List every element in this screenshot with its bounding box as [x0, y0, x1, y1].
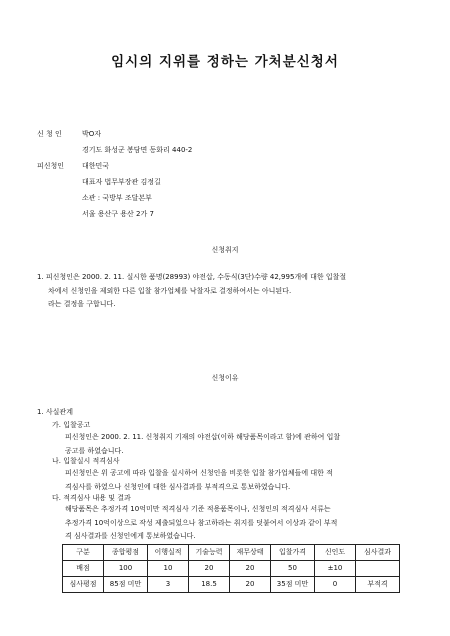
- table-header-cell: 구분: [63, 545, 104, 561]
- item-a-line: 공고를 하였습니다.: [65, 446, 124, 455]
- respondent-address: 서울 용산구 용산 2가 7: [82, 210, 154, 218]
- applicant-label: 신 청 인: [37, 130, 62, 138]
- purpose-line: 차에서 신청인을 제외한 다른 입찰 참가업체를 낙찰자로 결정하여서는 아니된다.: [48, 286, 292, 295]
- applicant-address: 경기도 화성군 봉담면 동화리 440-2: [82, 146, 193, 154]
- table-cell: 3: [148, 577, 189, 593]
- section-heading: 1. 사실관계: [37, 408, 73, 416]
- item-a-paragraph: [65, 431, 340, 458]
- applicant-name: 박O자: [82, 130, 102, 138]
- purpose-line: 1. 피신청인은 2000. 2. 11. 실시한 품명(28993) 야전삽, 수동식(3단)수량 42,995개에 대한 입찰절: [37, 273, 347, 281]
- table-header-cell: 입찰가격: [271, 545, 315, 561]
- item-c-line: 추정가격 10억이상으로 작성 제출되었으나 참고하라는 취지를 덧붙여서 이상과 같이 부적: [65, 518, 338, 527]
- table-cell: 심사평점: [63, 577, 104, 593]
- respondent-name: 대한민국: [82, 162, 110, 170]
- table-row: [63, 577, 400, 593]
- screening-result-table: [62, 544, 400, 593]
- table-header-cell: 이행실적: [148, 545, 189, 561]
- table-cell: 20: [230, 561, 271, 577]
- respondent-representative: 대표자 법무부장관 김정길: [82, 178, 161, 186]
- item-b-line: 피신청인은 위 공고에 따라 입찰을 실시하여 신청인을 비롯한 입찰 참가업체들에 대한 적: [65, 469, 333, 477]
- table-cell: 부적격: [356, 577, 400, 593]
- item-title-c: 다. 적격심사 내용 및 결과: [52, 494, 131, 502]
- document-title: 임시의 지위를 정하는 가처분신청서: [111, 54, 339, 70]
- table-cell: 100: [104, 561, 148, 577]
- item-c-paragraph: [65, 503, 337, 544]
- table-row: [63, 561, 400, 577]
- table-cell: 35점 미만: [271, 577, 315, 593]
- table-header-cell: 심사결과: [356, 545, 400, 561]
- table-cell: 0: [315, 577, 356, 593]
- item-a-line: 피신청인은 2000. 2. 11. 신청취지 기재의 야전삽(이하 해당품목이라고 함)에 관하여 입찰: [65, 433, 341, 441]
- item-b-paragraph: [65, 467, 333, 494]
- table-cell: ±10: [315, 561, 356, 577]
- table-cell: 18.5: [189, 577, 230, 593]
- item-title-a: 가. 입찰공고: [52, 421, 91, 429]
- respondent-department: 소관 : 국방부 조달본부: [82, 194, 152, 202]
- item-c-line: 격 심사결과를 신청인에게 통보하였습니다.: [65, 532, 196, 540]
- item-title-b: 나. 입찰실시 적격심사: [52, 457, 120, 465]
- table-cell: 50: [271, 561, 315, 577]
- respondent-label: 피신청인: [37, 162, 65, 170]
- item-b-line: 격심사를 하였으나 신청인에 대한 심사결과를 부적격으로 통보하였습니다.: [65, 482, 291, 491]
- table-cell: 10: [148, 561, 189, 577]
- table-header-cell: 종합평점: [104, 545, 148, 561]
- purpose-heading: 신청취지: [211, 246, 239, 254]
- table-header-cell: 신인도: [315, 545, 356, 561]
- table-cell: 85점 미만: [104, 577, 148, 593]
- table-cell: 배점: [63, 561, 104, 577]
- item-c-line: 해당품목은 추정가격 10억미만 적격심사 기준 적용품목이나, 신청인의 적격심사 서류는: [65, 505, 331, 513]
- table-header-cell: 기술능력: [189, 545, 230, 561]
- table-header-cell: 재무상태: [230, 545, 271, 561]
- table-cell: [356, 561, 400, 577]
- table-header-row: [63, 545, 400, 561]
- purpose-line: 라는 결정을 구합니다.: [48, 300, 116, 308]
- table-cell: 20: [189, 561, 230, 577]
- purpose-paragraph: [37, 271, 346, 312]
- table-cell: 20: [230, 577, 271, 593]
- reasons-heading: 신청이유: [211, 374, 239, 382]
